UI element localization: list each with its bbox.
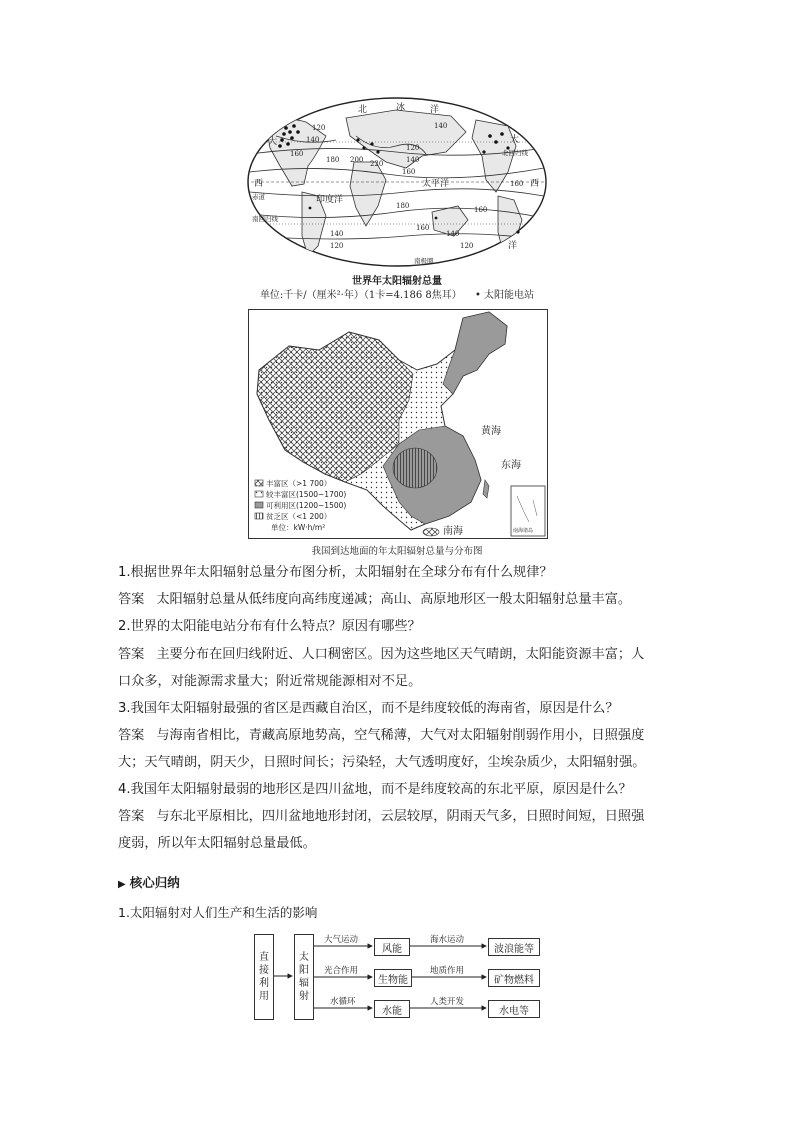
isoline-label: 200 xyxy=(350,156,364,164)
label-yang: 洋 xyxy=(430,105,440,115)
label-da-right: 大 xyxy=(510,135,520,145)
world-map-unit xyxy=(236,286,558,301)
hydropower-box: 水电等 xyxy=(488,1000,540,1018)
isoline-label: 160 xyxy=(510,180,524,188)
label-taiping: 太平洋 xyxy=(422,179,450,189)
answer-3 xyxy=(118,726,644,746)
question-1: 1.根据世界年太阳辐射总量分布图分析，太阳辐射在全球分布有什么规律？ xyxy=(118,565,553,580)
wind-energy-box: 风能 xyxy=(374,938,410,956)
isoline-label: 180 xyxy=(396,202,410,210)
via-photosynthesis-label: 光合作用 xyxy=(324,966,359,976)
answer-text: 与海南省相比，青藏高原地势高，空气稀薄，大气对太阳辐射削弱作用小，日照强度 xyxy=(156,728,645,743)
section-title: 核心归纳 xyxy=(129,875,180,890)
direct-use-box xyxy=(254,934,274,1020)
isoline-label: 140 xyxy=(306,136,320,144)
solar-radiation-char: 辐 xyxy=(299,978,309,989)
subheading: 1.太阳辐射对人们生产和生活的影响 xyxy=(118,905,318,920)
label-beihuigui: 北回归线 xyxy=(502,149,528,157)
isoline-label: 120 xyxy=(460,242,474,250)
via-atmosphere-label: 大气运动 xyxy=(324,935,359,945)
legend-unit: 单位：kW·h/m² xyxy=(271,523,326,532)
hydro-energy-box: 水能 xyxy=(374,1000,410,1018)
isoline-label: 140 xyxy=(406,156,420,164)
section-arrow-icon: ▶ xyxy=(118,879,126,890)
legend-usable: 可利用区(1200~1500) xyxy=(266,501,347,510)
isoline-label: 160 xyxy=(290,150,304,158)
direct-use-char: 接 xyxy=(259,965,269,976)
label-nanhai: 南海 xyxy=(443,526,463,537)
label-yang-right: 洋 xyxy=(508,241,518,251)
label-xi-left: 西 xyxy=(254,179,264,189)
legend-poor: 贫乏区（<1 200） xyxy=(266,512,332,521)
fossil-fuel-box: 矿物燃料 xyxy=(488,969,540,987)
answer-label: 答案 xyxy=(118,647,145,662)
via-geology-label: 地质作用 xyxy=(430,966,465,976)
label-xi-right: 西 xyxy=(530,179,540,189)
label-bing: 冰 xyxy=(396,103,406,113)
isoline-label: 180 xyxy=(326,156,340,164)
answer-label: 答案 xyxy=(118,592,145,607)
answer-label: 答案 xyxy=(118,809,145,824)
section-heading xyxy=(118,873,180,895)
direct-use-char: 用 xyxy=(259,991,269,1002)
direct-use-char: 利 xyxy=(259,978,269,989)
isoline-label: 120 xyxy=(330,242,344,250)
label-inset: 南海诸岛 xyxy=(513,528,534,534)
solar-radiation-box xyxy=(294,934,314,1020)
answer-4 xyxy=(118,807,644,827)
label-huanghai: 黄海 xyxy=(481,426,501,437)
answer-1 xyxy=(118,590,631,610)
isoline-label: 160 xyxy=(416,224,430,232)
via-human-label: 人类开发 xyxy=(430,997,465,1007)
via-water-cycle-label: 水循环 xyxy=(330,997,356,1007)
isoline-label: 140 xyxy=(446,230,460,238)
question-4: 4.我国年太阳辐射最弱的地形区是四川盆地，而不是纬度较高的东北平原，原因是什么？ xyxy=(118,782,632,797)
label-chidao: 赤道 xyxy=(252,193,265,201)
answer-text: 太阳辐射总量从低纬度向高纬度递减；高山、高原地形区一般太阳辐射总量丰富。 xyxy=(156,592,632,607)
isoline-label: 220 xyxy=(370,160,384,168)
label-bei: 北 xyxy=(358,105,368,115)
china-map-caption: 我国到达地面的年太阳辐射总量与分布图 xyxy=(311,546,483,557)
station-legend: • 太阳能电站 xyxy=(474,290,535,301)
question-2: 2.世界的太阳能电站分布有什么特点？原因有哪些？ xyxy=(118,619,421,634)
isoline-label: 160 xyxy=(474,206,488,214)
answer-4-cont: 度弱，所以年太阳辐射总量最低。 xyxy=(118,836,316,851)
label-nanhuigui: 南回归线 xyxy=(252,215,278,223)
flow-diagram xyxy=(250,932,550,1024)
isoline-label: 140 xyxy=(434,122,448,130)
question-3: 3.我国年太阳辐射最强的省区是西藏自治区，而不是纬度较低的海南省，原因是什么？ xyxy=(118,701,619,716)
world-map xyxy=(246,96,548,268)
bio-energy-box: 生物能 xyxy=(374,969,412,987)
isoline-label: 120 xyxy=(312,124,326,132)
answer-text: 主要分布在回归线附近、人口稠密区。因为这些地区天气晴朗，太阳能资源丰富；人 xyxy=(156,647,645,662)
answer-text: 与东北平原相比，四川盆地地形封闭，云层较厚，阴雨天气多，日照时间短，日照强 xyxy=(156,809,645,824)
solar-radiation-char: 射 xyxy=(299,991,309,1002)
label-da-left: 大 xyxy=(268,137,278,147)
label-yindu: 印度洋 xyxy=(316,195,344,205)
world-map-caption: 世界年太阳辐射总量 xyxy=(352,276,442,287)
world-map-unit-text: 单位:千卡/（厘米²·年）（1卡=4.186 8焦耳） xyxy=(259,290,462,301)
label-nanjiquan: 南极圈 xyxy=(414,257,434,265)
solar-radiation-char: 太 xyxy=(299,952,309,963)
china-map xyxy=(248,309,548,539)
answer-2 xyxy=(118,645,644,665)
isoline-label: 160 xyxy=(402,168,416,176)
wave-energy-box: 波浪能等 xyxy=(488,938,540,956)
isoline-label: 120 xyxy=(406,144,420,152)
answer-2-cont: 口众多，对能源需求量大；附近常规能源相对不足。 xyxy=(118,674,422,689)
direct-use-char: 直 xyxy=(259,952,269,963)
world-map-graphic xyxy=(246,96,548,268)
legend-fairly-rich: 较丰富区(1500~1700) xyxy=(266,490,347,499)
via-ocean-label: 海水运动 xyxy=(430,935,465,945)
legend-rich: 丰富区（>1 700） xyxy=(266,479,332,488)
isoline-label: 140 xyxy=(330,230,344,238)
answer-3-cont: 大；天气晴朗，阴天少，日照时间长；污染轻，大气透明度好，尘埃杂质少，太阳辐射强。 xyxy=(118,755,646,770)
answer-label: 答案 xyxy=(118,728,145,743)
label-donghai: 东海 xyxy=(501,460,521,471)
solar-radiation-char: 阳 xyxy=(299,965,309,976)
